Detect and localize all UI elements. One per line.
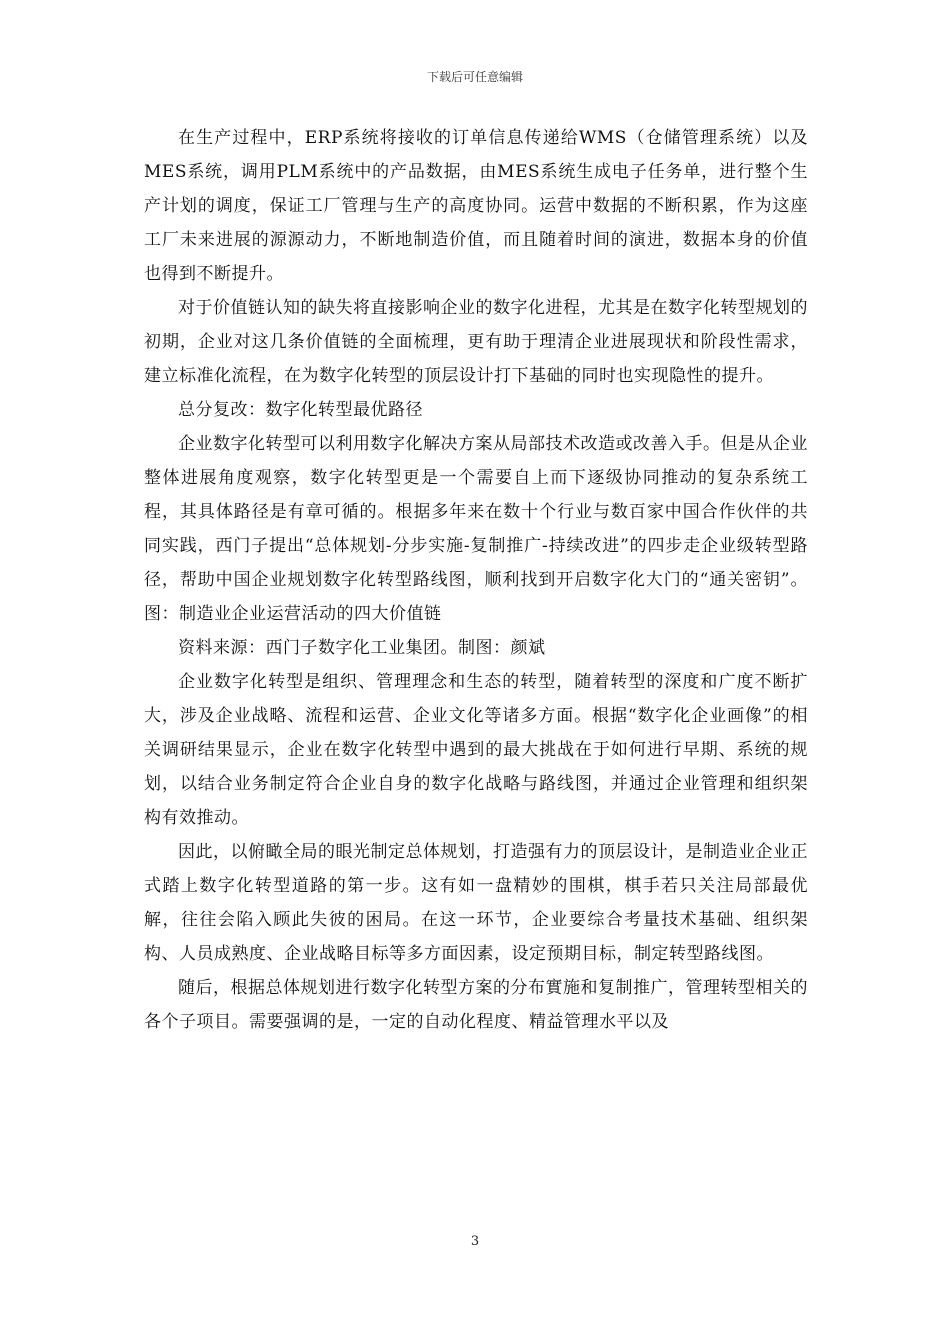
paragraph-overall-planning: 因此，以俯瞰全局的眼光制定总体规划，打造强有力的顶层设计，是制造业企业正式踏上数字化转型道路的第一步。这有如一盘精妙的围棋，棋手若只关注局部最优解，往往会陷入顾此失彼的困局。在这一环节，企业要综合考量技术基础、组织架构、人员成熟度、企业战略目标等多方面因素，设定预期目标，制定转型路线图。 [144,842,808,964]
paragraph-transformation-path: 企业数字化转型可以利用数字化解决方案从局部技术改造或改善入手。但是从企业整体进展角度观察，数字化转型更是一个需要自上而下逐级协同推动的复杂系统工程，其具体路径是有章可循的。根据多年来在数十个行业与数百家中国合作伙伴的共同实践，西门子提出“总体规划-分步实施-复制推广-持续改进”的四步走企业级转型路径，帮助中国企业规划数字化转型路线图，顺利找到开启数字化大门的“通关密钥”。图：制造业企业运营活动的四大价值链 [144,434,808,624]
paragraph-implementation: 随后，根据总体规划进行数字化转型方案的分布實施和复制推广，管理转型相关的各个子项目。需要强调的是，一定的自动化程度、精益管理水平以及 [144,978,808,1032]
paragraph-value-chain: 对于价值链认知的缺失将直接影响企业的数字化进程，尤其是在数字化转型规划的初期，企业对这几条价值链的全面梳理，更有助于理清企业进展现状和阶段性需求，建立标准化流程，在为数字化转型的顶层设计打下基础的同时也实现隐性的提升。 [144,298,808,386]
page-number: 3 [470,1234,480,1249]
paragraph-production-process: 在生产过程中，ERP系统将接收的订单信息传递给WMS（仓储管理系统）以及MES系统，调用PLM系统中的产品数据，由MES系统生成电子任务单，进行整个生产计划的调度，保证工厂管理与生产的高度协同。运营中数据的不断积累，作为这座工厂未来进展的源源动力，不断地制造价值，而且随着时间的演进，数据本身的价值也得到不断提升。 [144,128,808,284]
section-heading: 总分复改：数字化转型最优路径 [178,400,423,420]
document-body [144,121,808,1039]
figure-source-note: 资料来源：西门子数字化工业集团。制图：颜斌 [178,638,546,658]
page-header: 下载后可任意编辑 [426,70,523,84]
paragraph-transformation-challenges: 企业数字化转型是组织、管理理念和生态的转型，随着转型的深度和广度不断扩大，涉及企业战略、流程和运营、企业文化等诸多方面。根据“数字化企业画像”的相关调研结果显示，企业在数字化转型中遇到的最大挑战在于如何进行早期、系统的规划，以结合业务制定符合企业自身的数字化战略与路线图，并通过企业管理和组织架构有效推动。 [144,672,808,828]
